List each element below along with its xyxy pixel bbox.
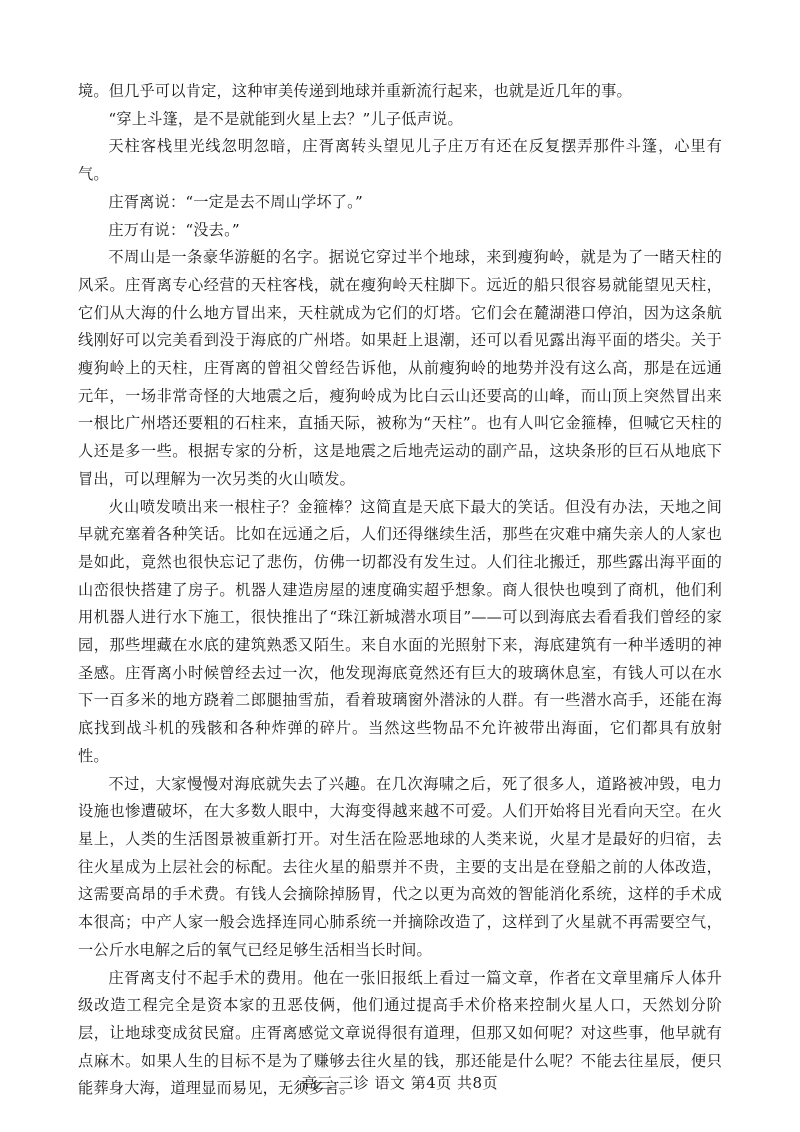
paragraph-inn-light: 天柱客栈里光线忽明忽暗，庄胥离转头望见儿子庄万有还在反复摆弄那件斗篷，心里有气。 — [78, 137, 722, 184]
paragraph-surgery-cost: 庄胥离支付不起手术的费用。他在一张旧报纸上看过一篇文章，作者在文章里痛斥人体升级改造工程完全是资本家的丑恶伎俩，他们通过提高手术价格来控制火星人口，天然划分阶层，让地球变成贫民窟。庄胥离感觉文章说得很有道理，但那又如何呢？对这些事，他早就有点麻木。如果人生的目标不是为了赚够去往火星的钱，那还能是什么呢？不能去往星辰，便只能葬身大海，道理显而易见，无须多言。 — [78, 968, 722, 1098]
document-page — [78, 78, 722, 1103]
paragraph-buzhou-mountain: 不周山是一条豪华游艇的名字。据说它穿过半个地球，来到瘦狗岭，就是为了一睹天柱的风采。庄胥离专心经营的天柱客栈，就在瘦狗岭天柱脚下。远近的船只很容易就能望见天柱，它们从大海的什么地方冒出来，天柱就成为它们的灯塔。它们会在麓湖港口停泊，因为这条航线刚好可以完美看到没于海底的广州塔。如果赶上退潮，还可以看见露出海平面的塔尖。关于瘦狗岭上的天柱，庄胥离的曾祖父曾经告诉他，从前瘦狗岭的地势并没有这么高，那是在远通元年，一场非常奇怪的大地震之后，瘦狗岭成为比白云山还要高的山峰，而山顶上突然冒出来一根比广州塔还要粗的石柱来，直插天际，被称为“天柱”。也有人叫它金箍棒，但喊它天柱的人还是多一些。根据专家的分析，这是地震之后地壳运动的副产品，这块条形的巨石从地底下冒出，可以理解为一次另类的火山喷发。 — [78, 248, 722, 488]
paragraph-dialogue-reply: 庄万有说：“没去。” — [108, 220, 240, 239]
page-footer: 高三·三诊 语文 第4页 共8页 — [301, 1074, 499, 1092]
paragraph-dialogue-father: 庄胥离说：“一定是去不周山学坏了。” — [108, 192, 363, 211]
paragraph-continuation: 境。但几乎可以肯定，这种审美传递到地球并重新流行起来，也就是近几年的事。 — [78, 82, 632, 100]
paragraph-mars-migration: 不过，大家慢慢对海底就失去了兴趣。在几次海啸之后，死了很多人，道路被冲毁，电力设施也惨遭破坏，在大多数人眼中，大海变得越来越不可爱。人们开始将目光看向天空。在火星上，人类的生活图景被重新打开。对生活在险恶地球的人类来说，火星才是最好的归宿，去往火星成为上层社会的标配。去往火星的船票并不贵，主要的支出是在登船之前的人体改造，这需要高昂的手术费。有钱人会摘除掉肠胃，代之以更为高效的智能消化系统，这样的手术成本很高；中产人家一般会选择连同心肺系统一并摘除改造了，这样到了火星就不再需要空气，一公斤水电解之后的氧气已经足够生活相当长时间。 — [78, 774, 722, 959]
paragraph-dialogue-son: “穿上斗篷，是不是就能到火星上去？”儿子低声说。 — [108, 109, 463, 128]
paragraph-volcano-joke: 火山喷发喷出来一根柱子？金箍棒？这简直是天底下最大的笑话。但没有办法，天地之间早就充塞着各种笑话。比如在远通之后，人们还得继续生活，那些在灾难中痛失亲人的人家也是如此，竟然也很快忘记了悲伤，仿佛一切都没有发生过。人们往北搬迁，那些露出海平面的山峦很快搭建了房子。机器人建造房屋的速度确实超乎想象。商人很快也嗅到了商机，他们利用机器人进行水下施工，很快推出了“珠江新城潜水项目”——可以到海底去看看我们曾经的家园，那些埋藏在水底的建筑熟悉又陌生。来自水面的光照射下来，海底建筑有一种半透明的神圣感。庄胥离小时候曾经去过一次，他发现海底竟然还有巨大的玻璃休息室，有钱人可以在水下一百多米的地方跷着二郎腿抽雪茄，看着玻璃窗外潜泳的人群。有一些潜水高手，还能在海底找到战斗机的残骸和各种炸弹的碎片。当然这些物品不允许被带出海面，它们都具有放射性。 — [78, 497, 722, 765]
